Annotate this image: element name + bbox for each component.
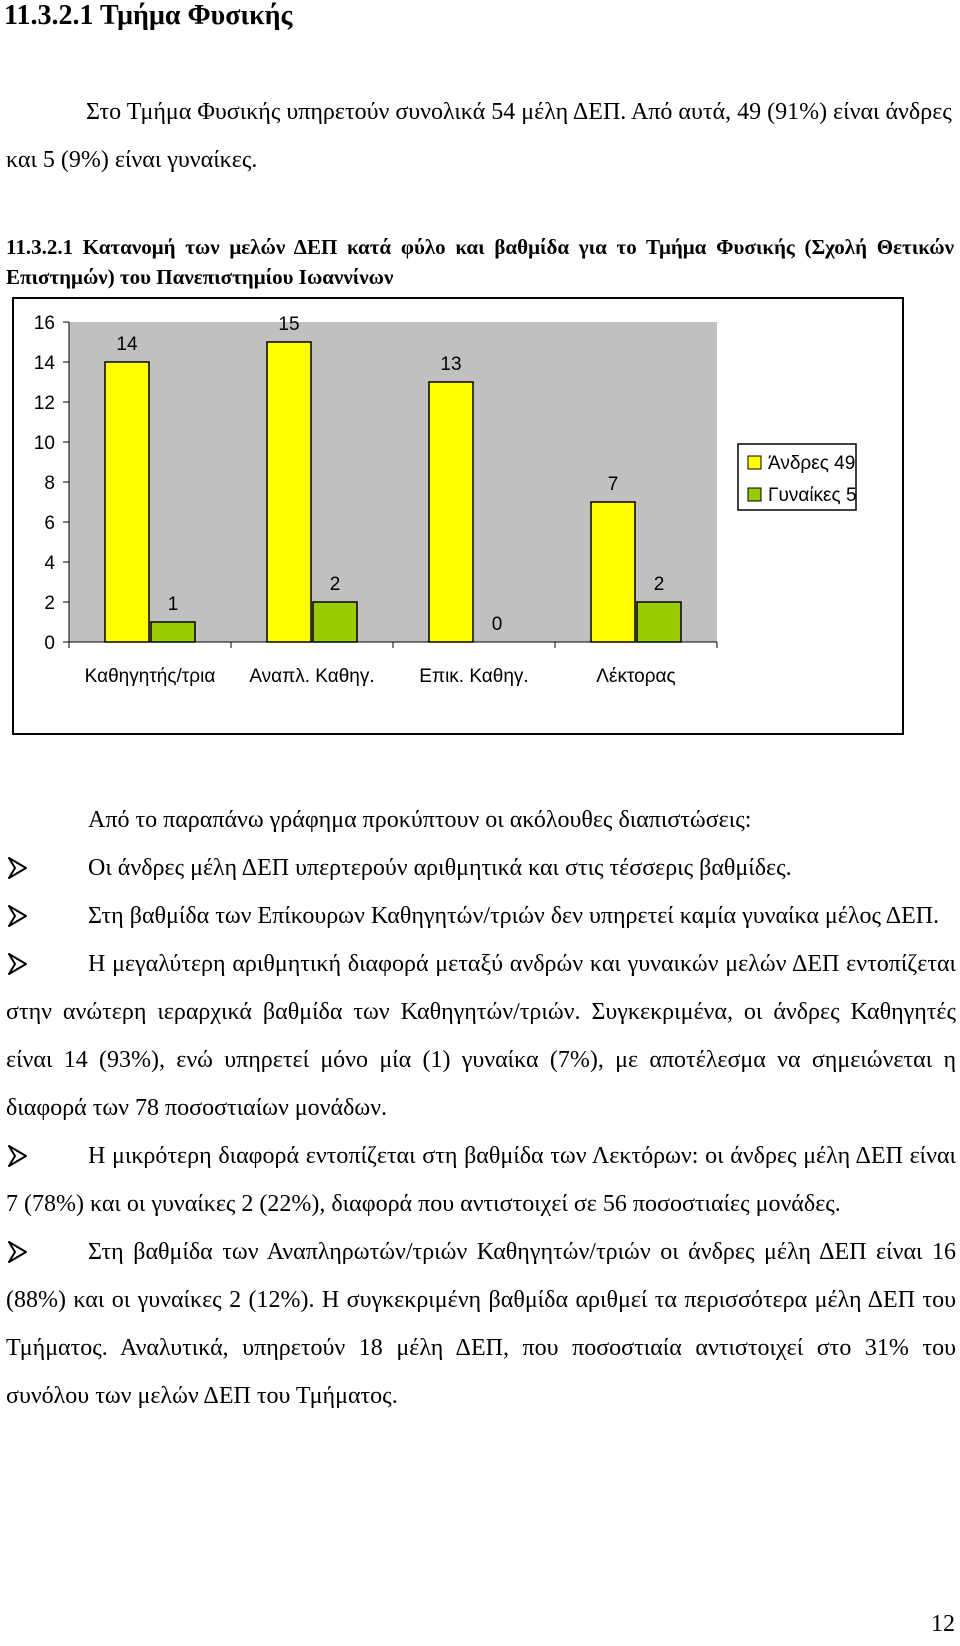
y-tick-label: 0: [44, 633, 55, 654]
arrowhead-bullet-icon: [6, 940, 30, 988]
finding-item: [6, 892, 956, 940]
category-label: Λέκτορας: [596, 666, 676, 687]
data-label: 1: [167, 594, 179, 615]
legend-swatch: [748, 456, 761, 469]
arrowhead-bullet-icon: [6, 892, 30, 940]
data-label: 2: [653, 574, 665, 595]
finding-item: [6, 1228, 956, 1420]
bar: [429, 382, 473, 642]
finding-text: Η μικρότερη διαφορά εντοπίζεται στη βαθμίδα των Λεκτόρων: οι άνδρες μέλη ΔΕΠ είναι 7 (78%) και οι γυναίκες 2 (22%), διαφορά που αντιστοιχεί σε 56 ποσοστιαίες μονάδες.: [6, 1143, 956, 1217]
finding-text: Στη βαθμίδα των Επίκουρων Καθηγητών/τριών δεν υπηρετεί καμία γυναίκα μέλος ΔΕΠ.: [88, 903, 940, 929]
intro-text: Στο Τμήμα Φυσικής υπηρετούν συνολικά 54 μέλη ΔΕΠ. Από αυτά, 49 (91%) είναι άνδρες και 5 (9%) είναι γυναίκες.: [6, 99, 952, 173]
finding-text: Η μεγαλύτερη αριθμητική διαφορά μεταξύ ανδρών και γυναικών μελών ΔΕΠ εντοπίζεται στην ανώτερη ιεραρχικά βαθμίδα των Καθηγητών/τριών. Συγκεκριμένα, οι άνδρες Καθηγητές είναι 14 (93%), ενώ υπηρετεί μόνο μία (1) γυναίκα (7%), με αποτέλεσμα να σημειώνεται η διαφορά των 78 ποσοστιαίων μονάδων.: [6, 951, 956, 1121]
bar: [637, 602, 681, 642]
arrowhead-bullet-icon: [6, 1132, 30, 1180]
data-label: 15: [278, 314, 300, 335]
data-label: 14: [116, 334, 138, 355]
y-tick-label: 14: [33, 353, 55, 374]
findings-list: [6, 844, 956, 1420]
category-label: Αναπλ. Καθηγ.: [249, 666, 375, 687]
y-tick-label: 4: [44, 553, 55, 574]
y-tick-label: 10: [33, 433, 55, 454]
data-label: 0: [491, 614, 503, 635]
chart-frame: [12, 297, 904, 735]
y-tick-label: 6: [44, 513, 55, 534]
y-tick-label: 8: [44, 473, 55, 494]
section-heading: 11.3.2.1 Τμήμα Φυσικής: [4, 0, 293, 31]
bar: [105, 362, 149, 642]
chart-caption: 11.3.2.1 Κατανομή των μελών ΔΕΠ κατά φύλο και βαθμίδα για το Τμήμα Φυσικής (Σχολή Θετικών Επιστημών) του Πανεπιστημίου Ιωαννίνων: [6, 235, 954, 289]
finding-item: [6, 940, 956, 1132]
bar-chart: [14, 299, 902, 733]
data-label: 2: [329, 574, 341, 595]
legend-swatch: [748, 488, 761, 501]
findings-section: [6, 796, 956, 1420]
legend-label: Γυναίκες 5: [768, 485, 857, 506]
data-label: 13: [440, 354, 462, 375]
y-tick-label: 2: [44, 593, 55, 614]
bar: [151, 622, 195, 642]
arrowhead-bullet-icon: [6, 1228, 30, 1276]
intro-paragraph: [6, 88, 956, 184]
bar: [591, 502, 635, 642]
data-label: 7: [607, 474, 619, 495]
category-label: Επικ. Καθηγ.: [419, 666, 529, 687]
finding-item: [6, 844, 956, 892]
findings-intro: Από το παραπάνω γράφημα προκύπτουν οι ακόλουθες διαπιστώσεις:: [88, 807, 752, 833]
bar: [267, 342, 311, 642]
finding-text: Οι άνδρες μέλη ΔΕΠ υπερτερούν αριθμητικά και στις τέσσερις βαθμίδες.: [88, 855, 792, 881]
y-tick-label: 16: [33, 313, 55, 334]
finding-text: Στη βαθμίδα των Αναπληρωτών/τριών Καθηγητών/τριών οι άνδρες μέλη ΔΕΠ είναι 16 (88%) και οι γυναίκες 2 (12%). Η συγκεκριμένη βαθμίδα αριθμεί τα περισσότερα μέλη ΔΕΠ του Τμήματος. Αναλυτικά, υπηρετούν 18 μέλη ΔΕΠ, που ποσοστιαία αντιστοιχεί στο 31% του συνόλου των μελών ΔΕΠ του Τμήματος.: [6, 1239, 956, 1409]
category-label: Καθηγητής/τρια: [84, 666, 216, 687]
arrowhead-bullet-icon: [6, 844, 30, 892]
page-number: 12: [931, 1611, 955, 1637]
y-tick-label: 12: [33, 393, 55, 414]
finding-item: [6, 1132, 956, 1228]
legend-label: Άνδρες 49: [768, 453, 856, 474]
bar: [313, 602, 357, 642]
